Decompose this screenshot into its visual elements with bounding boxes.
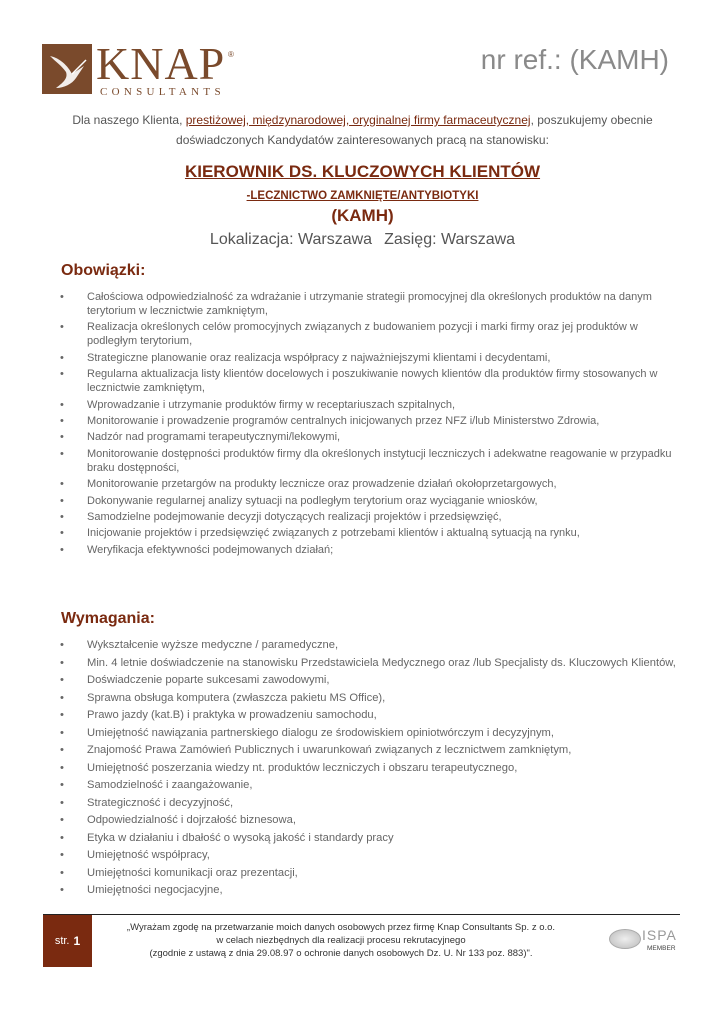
ispa-member-text: MEMBER [647,945,676,952]
duty-item: • Inicjowanie projektów i przedsięwzięć związanych z potrzebami klientów i aktualną sytuacją na rynku, [60,526,676,540]
duty-item: • Regularna aktualizacja listy klientów docelowych i poszukiwanie nowych klientów dla produktów firmy stosowanych w lecznictwie zamkniętym, [60,367,676,395]
duties-heading: Obowiązki: [61,262,146,279]
consent-line-3: (zgodnie z ustawą z dnia 29.08.97 o ochronie danych osobowych Dz. U. Nr 133 poz. 883)". [149,948,533,959]
requirement-item: • Prawo jazdy (kat.B) i praktyka w prowadzeniu samochodu, [60,708,676,722]
intro-suffix: , poszukujemy obecnie doświadczonych Kandydatów zainteresowanych pracą na stanowisku: [176,113,653,147]
intro-paragraph [60,110,665,150]
duty-item: • Monitorowanie dostępności produktów firmy dla określonych instytucji leczniczych i adekwatne reagowanie w przypadku braku dostępności, [60,447,676,475]
duty-item: • Dokonywanie regularnej analizy sytuacji na podległym terytorium oraz wyciąganie wniosków, [60,494,676,508]
company-logo [42,38,242,100]
data-consent-clause [101,921,581,960]
position-subtitle: -LECZNICTWO ZAMKNIĘTE/ANTYBIOTYKI [246,190,479,202]
ispa-member-logo [609,927,679,957]
consent-line-1: „Wyrażam zgodę na przetwarzanie moich danych osobowych przez firmę Knap Consultants Sp. z o.o. [126,922,556,933]
consent-line-2: w celach niezbędnych dla realizacji procesu rekrutacyjnego [216,935,466,946]
requirement-item: • Samodzielność i zaangażowanie, [60,778,676,792]
requirement-item: • Strategiczność i decyzyjność, [60,796,676,810]
duty-item: • Monitorowanie przetargów na produkty lecznicze oraz prowadzenie działań okołoprzetargowych, [60,477,676,491]
ispa-text: ISPA [642,927,677,943]
duty-item: • Nadzór nad programami terapeutycznymi/lekowymi, [60,430,676,444]
reference-number: nr ref.: (KAMH) [480,44,669,75]
range-text: Zasięg: Warszawa [384,231,516,248]
requirement-item: • Odpowiedzialność i dojrzałość biznesowa, [60,813,676,827]
duty-item: • Weryfikacja efektywności podejmowanych działań; [60,543,676,557]
position-title: KIEROWNIK DS. KLUCZOWYCH KLIENTÓW [184,162,541,181]
requirements-list [60,638,676,901]
requirement-item: • Umiejętność współpracy, [60,848,676,862]
requirement-item: • Sprawna obsługa komputera (zwłaszcza pakietu MS Office), [60,691,676,705]
requirement-item: • Umiejętność poszerzania wiedzy nt. produktów leczniczych i obszaru terapeutycznego, [60,761,676,775]
duty-item: • Samodzielne podejmowanie decyzji dotyczących realizacji projektów i przedsięwzięć, [60,510,676,524]
duty-item: • Strategiczne planowanie oraz realizacja współpracy z najważniejszymi klientami i decydentami, [60,351,676,365]
requirement-item: • Wykształcenie wyższe medyczne / paramedyczne, [60,638,676,652]
requirements-heading: Wymagania: [61,610,155,627]
location-text: Lokalizacja: Warszawa [209,231,373,248]
requirement-item: • Min. 4 letnie doświadczenie na stanowisku Przedstawiciela Medycznego oraz /lub Specjalisty ds. Kluczowych Klientów, [60,656,676,670]
requirement-item: • Znajomość Prawa Zamówień Publicznych i uwarunkowań związanych z lecznictwem zamkniętym, [60,743,676,757]
logo-registered-mark: ® [228,50,234,59]
position-code: (KAMH) [331,206,394,225]
heron-logo-icon [42,44,92,94]
requirement-item: • Etyka w działaniu i dbałość o wysoką jakość i standardy pracy [60,831,676,845]
intro-prefix: Dla naszego Klienta, [72,113,186,127]
location-line [0,231,725,249]
page-number: 1 [73,934,81,948]
duties-list [60,290,676,559]
requirement-item: • Umiejętności komunikacji oraz prezentacji, [60,866,676,880]
page-label: str. [54,935,70,947]
duty-item: • Monitorowanie i prowadzenie programów centralnych inicjowanych przez NFZ i/lub Ministerstwo Zdrowia, [60,414,676,428]
duty-item: • Całościowa odpowiedzialność za wdrażanie i utrzymanie strategii promocyjnej dla określonych produktów na danym terytorium w lecznictwie zamkniętym, [60,290,676,318]
page-number-box [43,915,92,967]
globe-icon [609,929,641,949]
duty-item: • Wprowadzanie i utrzymanie produktów firmy w receptariuszach szpitalnych, [60,398,676,412]
page-footer [43,914,680,967]
duty-item: • Realizacja określonych celów promocyjnych związanych z budowaniem pozycji i marki firmy oraz jej produktów w podległym terytorium, [60,320,676,348]
logo-wordmark: KNAP [96,38,226,89]
requirement-item: • Doświadczenie poparte sukcesami zawodowymi, [60,673,676,687]
logo-subtitle: CONSULTANTS [100,86,225,98]
intro-highlight: prestiżowej, międzynarodowej, oryginalnej firmy farmaceutycznej [185,113,531,127]
requirement-item: • Umiejętności negocjacyjne, [60,883,676,897]
requirement-item: • Umiejętność nawiązania partnerskiego dialogu ze środowiskiem opiniotwórczym i decyzyjnym, [60,726,676,740]
